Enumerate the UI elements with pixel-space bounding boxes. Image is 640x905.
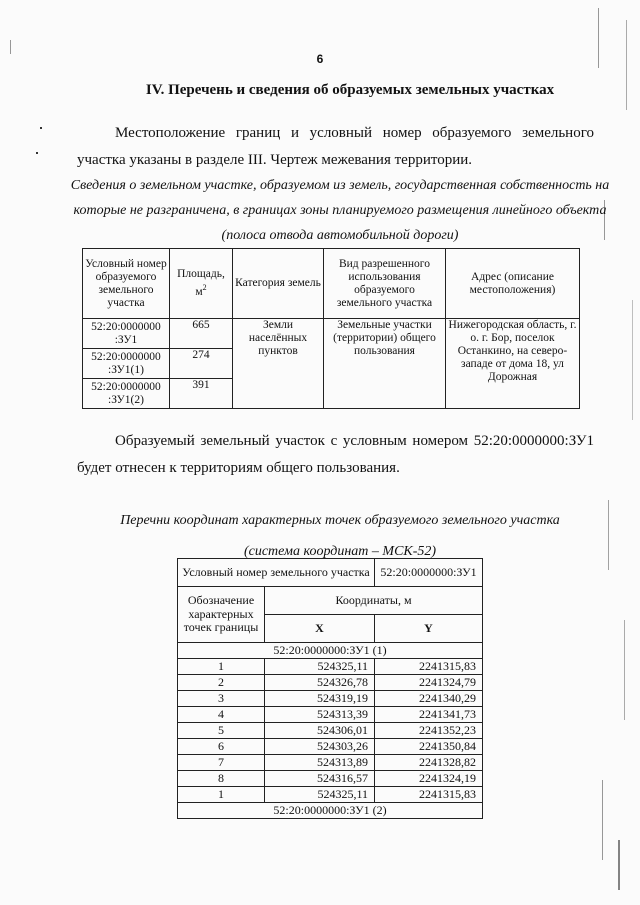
scan-dot xyxy=(40,127,42,129)
table-cell-address: Нижегородская область, г. о. г. Бор, поселок Останкино, на северо-западе от дома 18, ул Дорожная xyxy=(446,319,580,409)
section-row-2: 52:20:0000000:ЗУ1 (2) xyxy=(178,803,483,819)
header-area: Площадь, $м^2$ xyxy=(170,249,233,319)
caption-land-info: Сведения о земельном участке, образуемом из земель, государственная собственность на которые не разграничена, в границах зоны планируемого размещения линейного объекта (полоса отвода автомобильной дороги) xyxy=(70,178,610,243)
point-x: 524306,01 xyxy=(265,723,375,739)
point-x: 524325,11 xyxy=(265,659,375,675)
table-cell-number: 52:20:0000000 :ЗУ1(1) xyxy=(83,349,170,379)
table-cell-number: 52:20:0000000 :ЗУ1(2) xyxy=(83,379,170,409)
point-x: 524313,89 xyxy=(265,755,375,771)
table-cell-area: 391 xyxy=(170,379,233,409)
header-y: Y xyxy=(375,615,483,643)
paragraph-location: Местоположение границ и условный номер образуемого земельного участка указаны в разделе III. Чертеж межевания территории. xyxy=(77,125,594,168)
table-cell-area: 274 xyxy=(170,349,233,379)
point-y: 2241324,79 xyxy=(375,675,483,691)
point-x: 524319,19 xyxy=(265,691,375,707)
label-parcel-number: Условный номер земельного участка xyxy=(178,559,375,587)
point-number: 1 xyxy=(178,659,265,675)
label-coordinates: Координаты, м xyxy=(265,587,483,615)
header-number: Условный номер образуемого земельного участка xyxy=(83,249,170,319)
point-y: 2241352,23 xyxy=(375,723,483,739)
point-y: 2241315,83 xyxy=(375,787,483,803)
point-y: 2241341,73 xyxy=(375,707,483,723)
point-number: 3 xyxy=(178,691,265,707)
point-x: 524303,26 xyxy=(265,739,375,755)
page-number: 6 xyxy=(316,52,324,66)
point-number: 1 xyxy=(178,787,265,803)
point-number: 7 xyxy=(178,755,265,771)
point-y: 2241340,29 xyxy=(375,691,483,707)
table-cell-number: 52:20:0000000 :ЗУ1 xyxy=(83,319,170,349)
point-number: 8 xyxy=(178,771,265,787)
point-x: 524325,11 xyxy=(265,787,375,803)
point-y: 2241315,83 xyxy=(375,659,483,675)
table-cell-category: Земли населённых пунктов xyxy=(233,319,324,409)
caption-coordinates-line2: (система координат – МСК-52) xyxy=(243,544,437,559)
header-address: Адрес (описание местоположения) xyxy=(446,249,580,319)
header-category: Категория земель xyxy=(233,249,324,319)
point-x: 524326,78 xyxy=(265,675,375,691)
table-cell-area: 665 xyxy=(170,319,233,349)
section-row-1: 52:20:0000000:ЗУ1 (1) xyxy=(178,643,483,659)
point-x: 524313,39 xyxy=(265,707,375,723)
point-y: 2241328,82 xyxy=(375,755,483,771)
point-number: 6 xyxy=(178,739,265,755)
table-cell-use: Земельные участки (территории) общего пользования xyxy=(324,319,446,409)
coordinates-table xyxy=(177,558,483,819)
parcel-number-value: 52:20:0000000:ЗУ1 xyxy=(375,559,483,587)
scan-edge-marks xyxy=(596,0,640,905)
point-number: 4 xyxy=(178,707,265,723)
caption-coordinates-line1: Перечни координат характерных точек образуемого земельного участка xyxy=(120,513,560,528)
point-number: 2 xyxy=(178,675,265,691)
label-point-designation: Обозначение характерных точек границы xyxy=(178,587,265,643)
paragraph-public-use: Образуемый земельный участок с условным номером 52:20:0000000:ЗУ1 будет отнесен к территориям общего пользования. xyxy=(77,433,594,476)
section-heading: IV. Перечень и сведения об образуемых земельных участках xyxy=(145,82,555,98)
parcel-info-table xyxy=(82,248,580,409)
header-use: Вид разрешенного использования образуемого земельного участка xyxy=(324,249,446,319)
scan-dot xyxy=(36,152,38,154)
point-y: 2241350,84 xyxy=(375,739,483,755)
point-number: 5 xyxy=(178,723,265,739)
point-y: 2241324,19 xyxy=(375,771,483,787)
header-x: X xyxy=(265,615,375,643)
point-x: 524316,57 xyxy=(265,771,375,787)
